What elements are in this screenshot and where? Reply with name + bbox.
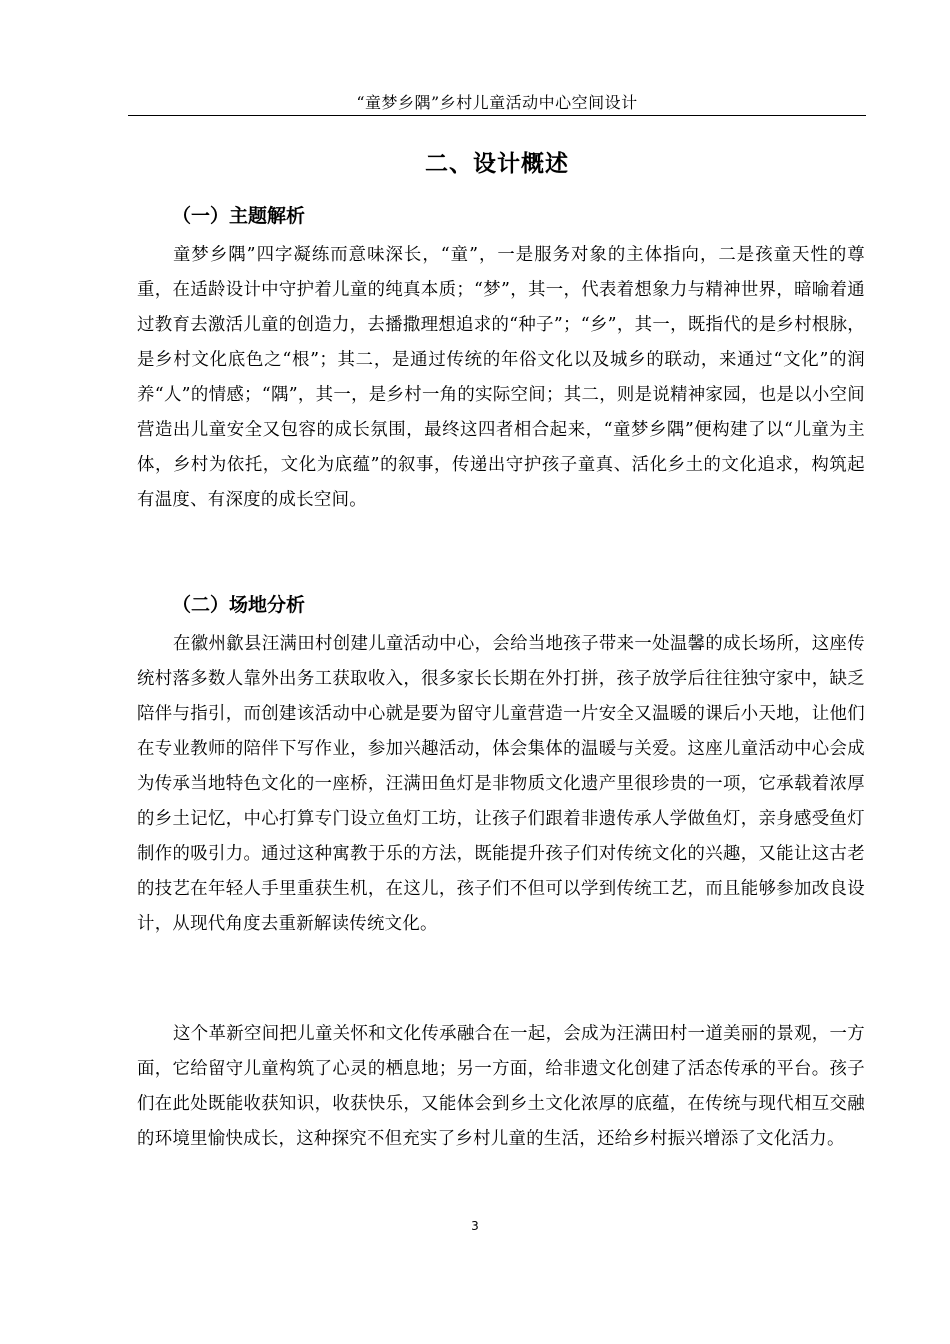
running-header	[128, 92, 866, 116]
paragraph-theme-analysis: 童梦乡隅”四字凝练而意味深长，“童”，一是服务对象的主体指向，二是孩童天性的尊重，在适龄设计中守护着儿童的纯真本质；“梦”，其一，代表着想象力与精神世界，暗喻着通过教育去激活儿童的创造力，去播撒理想追求的“种子”；“乡”，其一，既指代的是乡村根脉，是乡村文化底色之“根”；其二，是通过传统的年俗文化以及城乡的联动，来通过“文化”的润养“人”的情感；“隅”，其一，是乡村一角的实际空间；其二，则是说精神家园，也是以小空间营造出儿童安全又包容的成长氛围，最终这四者相合起来，“童梦乡隅”便构建了以“儿童为主体，乡村为依托，文化为底蕴”的叙事，传递出守护孩子童真、活化乡土的文化追求，构筑起有温度、有深度的成长空间。	[137, 245, 865, 510]
chapter-title: 二、设计概述	[425, 151, 569, 177]
page-number: 3	[471, 1219, 479, 1233]
paragraph-site-analysis-2: 这个革新空间把儿童关怀和文化传承融合在一起，会成为汪满田村一道美丽的景观，一方面，它给留守儿童构筑了心灵的栖息地；另一方面，给非遗文化创建了活态传承的平台。孩子们在此处既能收获知识，收获快乐，又能体会到乡土文化浓厚的底蕴，在传统与现代相互交融的环境里愉快成长，这种探究不但充实了乡村儿童的生活，还给乡村振兴增添了文化活力。	[137, 1024, 865, 1149]
section-heading-site-analysis: （二）场地分析	[172, 594, 306, 616]
paragraph-site-analysis-1: 在徽州歙县汪满田村创建儿童活动中心，会给当地孩子带来一处温馨的成长场所，这座传统村落多数人靠外出务工获取收入，很多家长长期在外打拼，孩子放学后往往独守家中，缺乏陪伴与指引，而创建该活动中心就是要为留守儿童营造一片安全又温暖的课后小天地，让他们在专业教师的陪伴下写作业，参加兴趣活动，体会集体的温暖与关爱。这座儿童活动中心会成为传承当地特色文化的一座桥，汪满田鱼灯是非物质文化遗产里很珍贵的一项，它承载着浓厚的乡土记忆，中心打算专门设立鱼灯工坊，让孩子们跟着非遗传承人学做鱼灯，亲身感受鱼灯制作的吸引力。通过这种寓教于乐的方法，既能提升孩子们对传统文化的兴趣，又能让这古老的技艺在年轻人手里重获生机，在这儿，孩子们不但可以学到传统工艺，而且能够参加改良设计，从现代角度去重新解读传统文化。	[137, 634, 865, 934]
running-header-title: “童梦乡隅”乡村儿童活动中心空间设计	[356, 93, 638, 112]
section-heading-theme-analysis: （一）主题解析	[172, 205, 306, 227]
